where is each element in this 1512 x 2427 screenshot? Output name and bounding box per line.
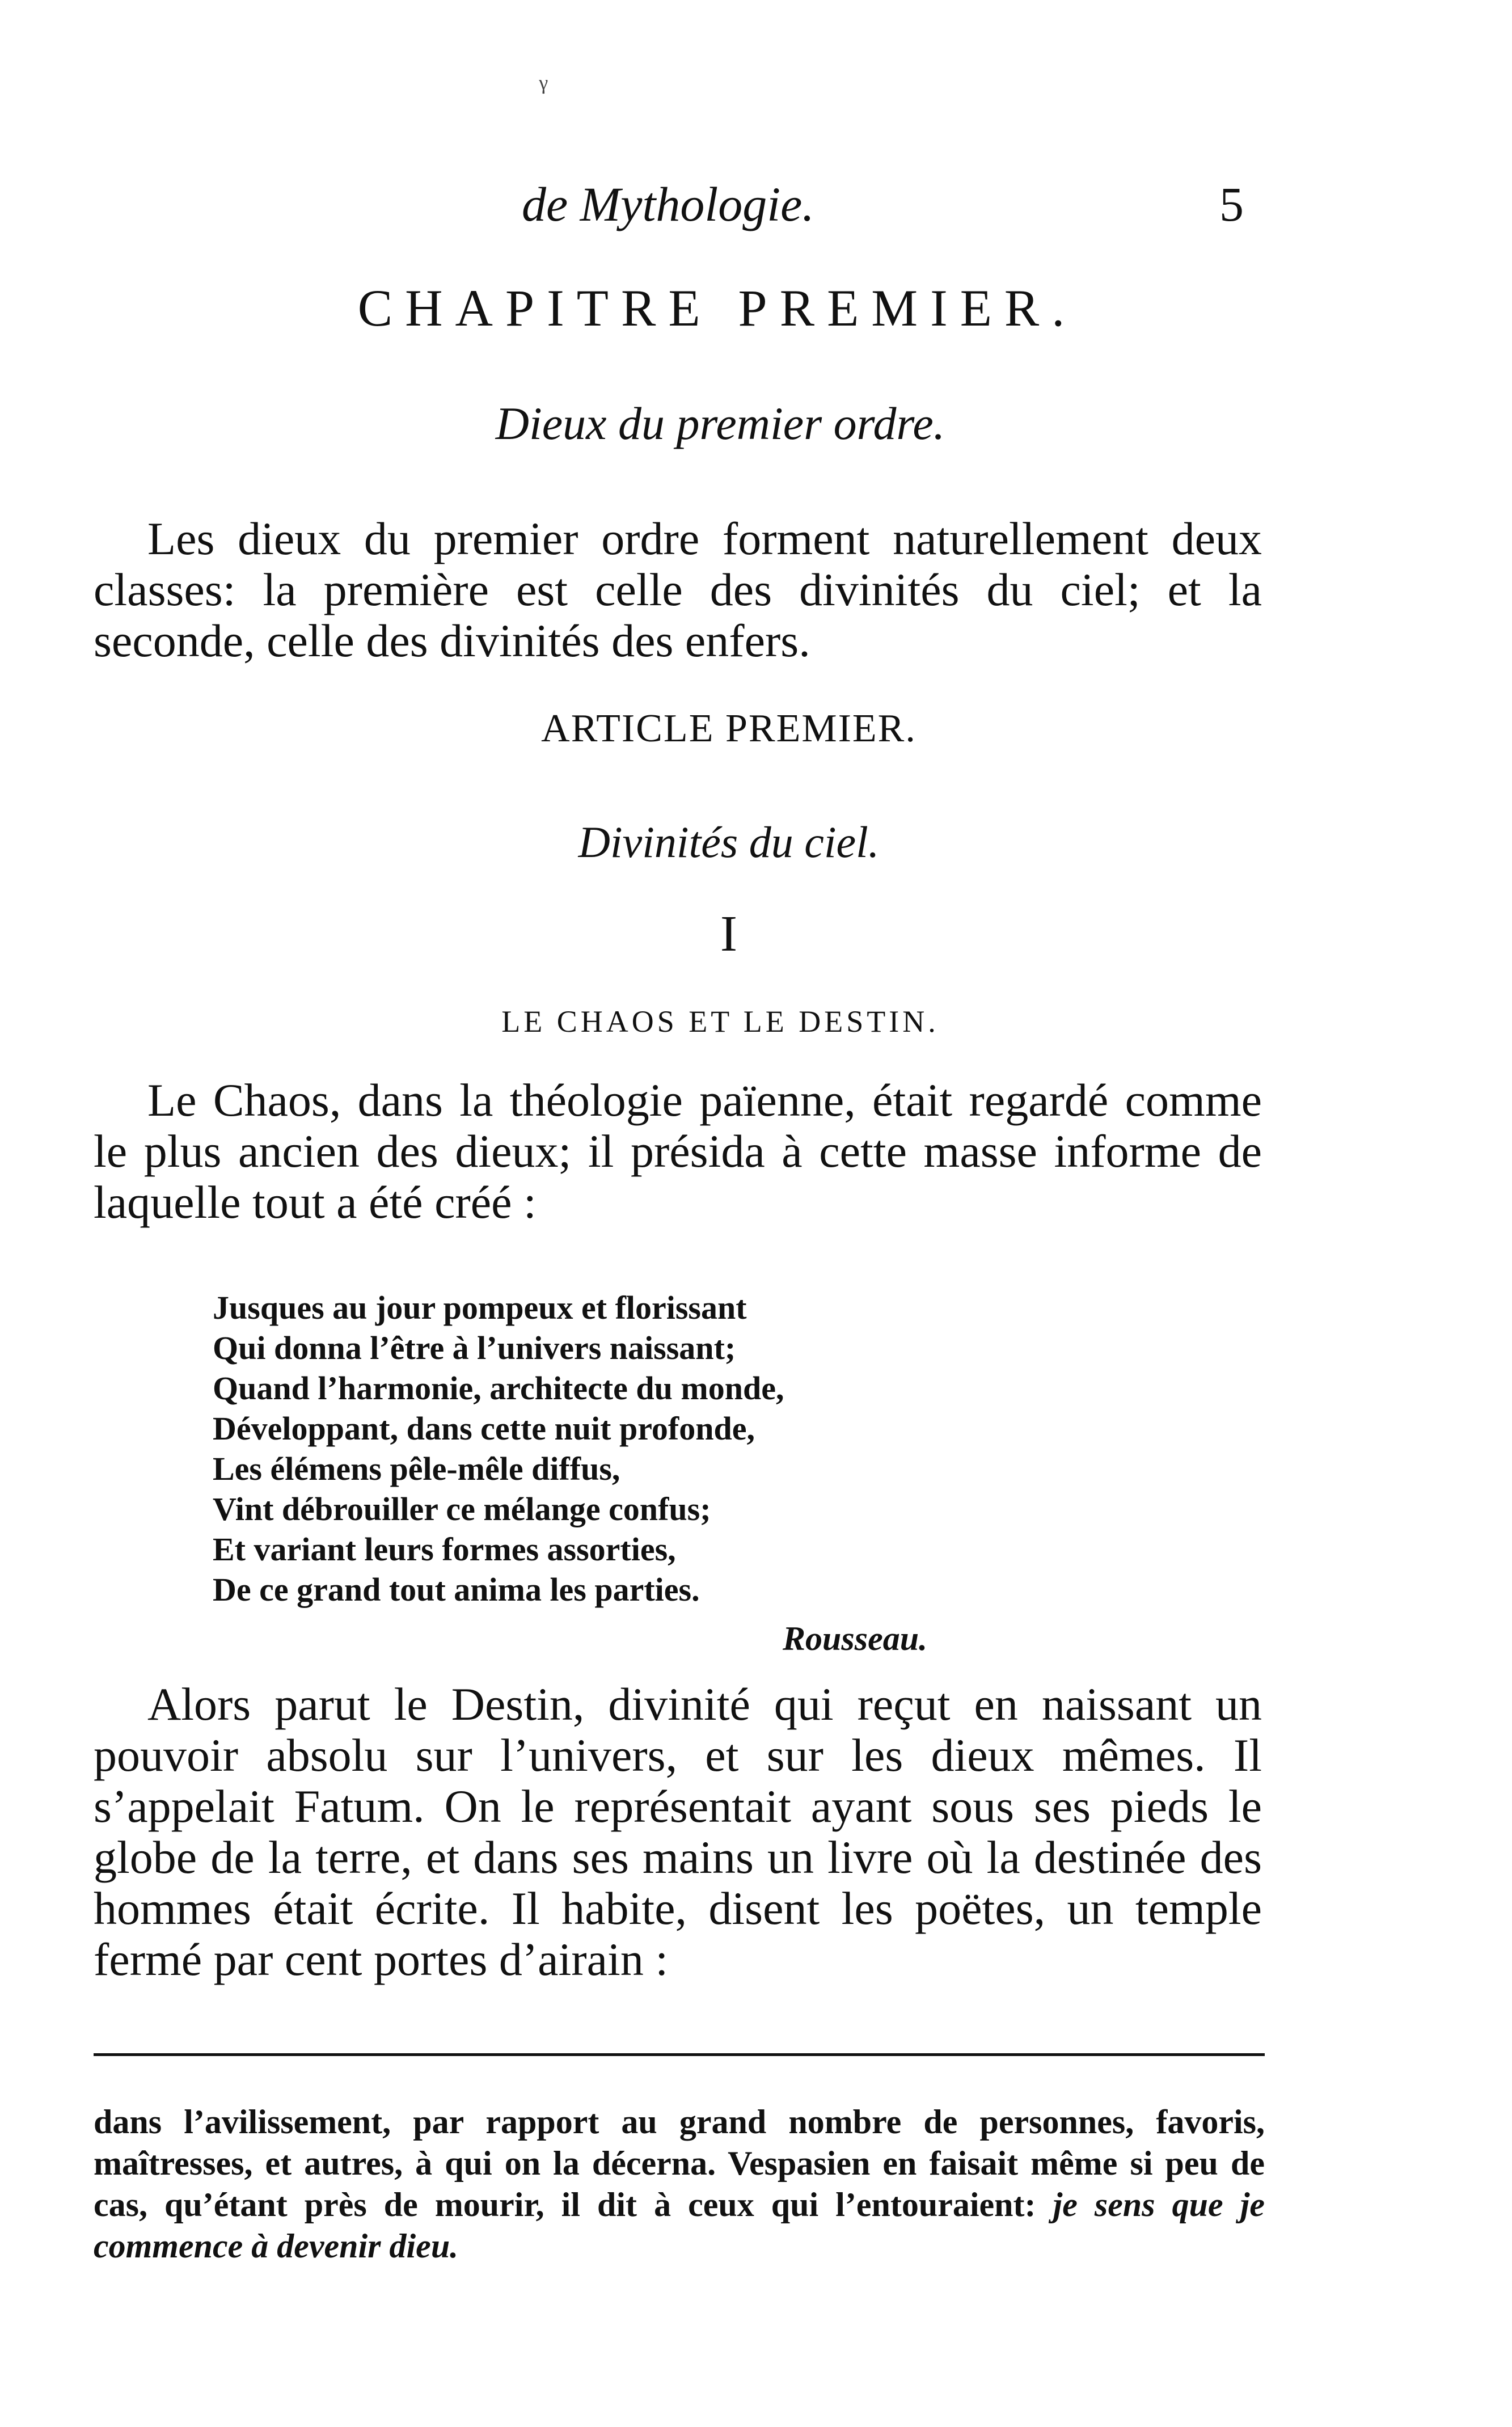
poem-line: Les élémens pêle-mêle diffus, [213,1450,620,1487]
poem-line: Qui donna l’être à l’univers naissant; [213,1329,736,1366]
section-title: LE CHAOS ET LE DESTIN. [501,1004,939,1039]
poem-line: Jusques au jour pompeux et florissant [213,1289,747,1326]
page-number: 5 [1219,177,1244,231]
poem-line: De ce grand tout anima les parties. [213,1571,700,1608]
chapter-subtitle: Dieux du premier ordre. [495,398,945,449]
footnote [94,2101,1265,2267]
footnote-quote: je sens que je commence à devenir dieu. [94,2186,1265,2265]
running-title: de Mythologie. [522,177,814,231]
footnote-divider [94,2053,1265,2056]
body-paragraph-1: Le Chaos, dans la théologie païenne, était regardé comme le plus ancien des dieux; il présida à cette masse informe de laquelle tout a été créé : [94,1074,1262,1228]
article-subtitle: Divinités du ciel. [578,817,880,867]
poem-attribution: Rousseau. [783,1620,928,1657]
body-paragraph-2: Alors parut le Destin, divinité qui reçut en naissant un pouvoir absolu sur l’univers, et sur les dieux mêmes. Il s’appelait Fatum. On le représentait ayant sous ses pieds le globe de la terre, et dans ses mains un livre où la destinée des hommes était écrite. Il habite, disent les poëtes, un temple fermé par cent portes d’airain : [94,1678,1262,1985]
poem-line: Vint débrouiller ce mélange confus; [213,1491,711,1527]
article-title: ARTICLE PREMIER. [541,707,917,750]
poem-line: Et variant leurs formes assorties, [213,1531,676,1568]
chapter-title: CHAPITRE PREMIER. [357,279,1078,337]
section-number: I [720,906,737,962]
poem-line: Développant, dans cette nuit profonde, [213,1410,755,1447]
intro-paragraph: Les dieux du premier ordre forment naturellement deux classes: la première est celle des divinités du ciel; et la seconde, celle des divinités des enfers. [94,513,1262,666]
footnote-text: dans l’avilissement, par rapport au grand nombre de personnes, favoris, maîtresses, et autres, à qui on la décerna. Vespasien en faisait même si peu de cas, qu’étant près de mourir, il dit à ceux qui l’entouraient: [94,2103,1265,2223]
poem-quote [213,1288,784,1610]
ink-mark-top: ᵞ [539,69,548,106]
poem-line: Quand l’harmonie, architecte du monde, [213,1370,784,1407]
